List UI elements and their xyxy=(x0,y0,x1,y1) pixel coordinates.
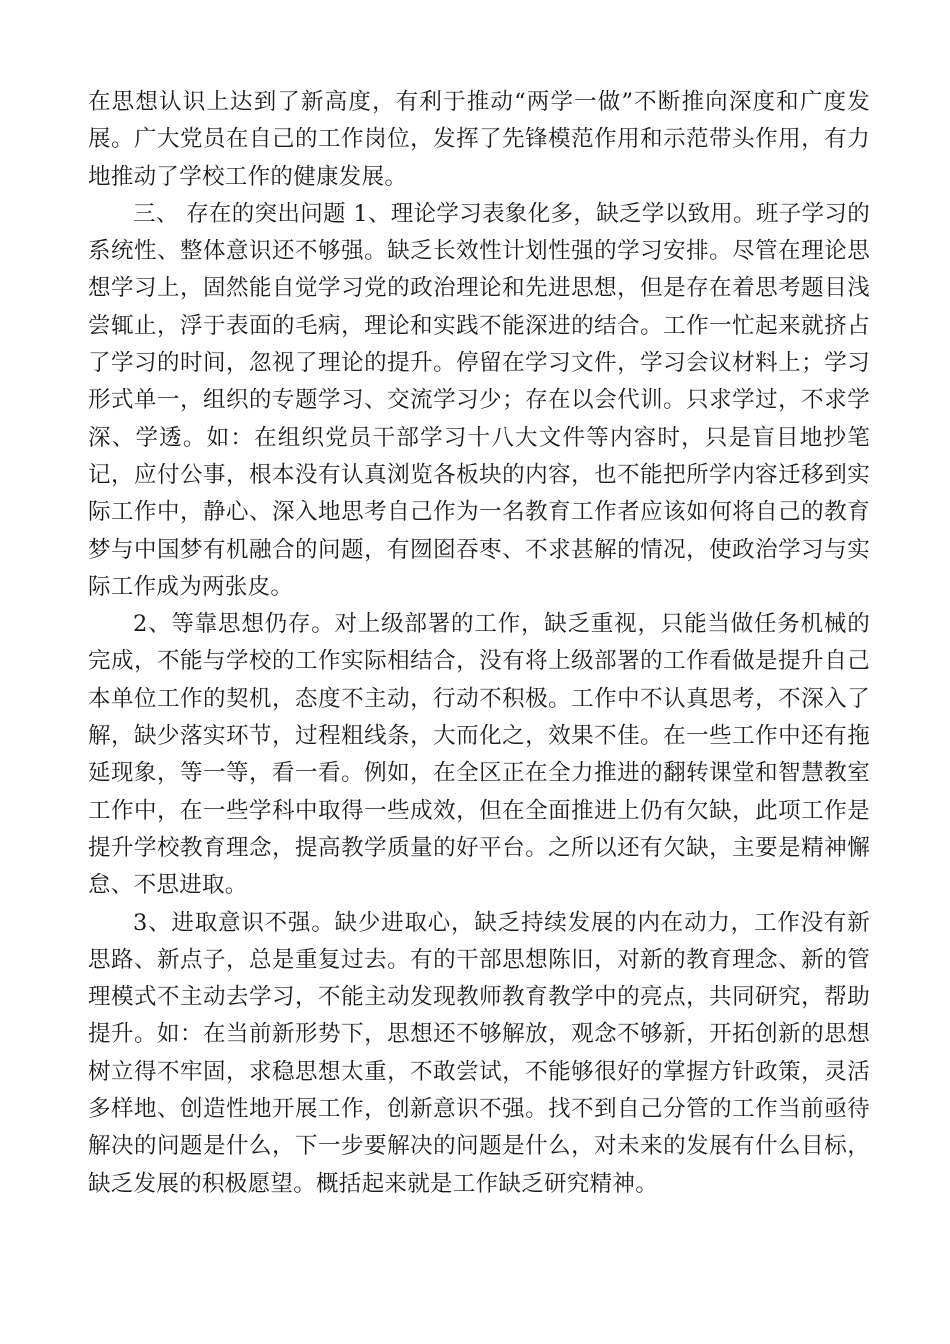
paragraph-continuation: 在思想认识上达到了新高度，有利于推动“两学一做”不断推向深度和广度发展。广大党员在自己的工作岗位，发挥了先锋模范作用和示范带头作用，有力地推动了学校工作的健康发展。 xyxy=(88,89,870,190)
paragraph-problem-three: 3、进取意识不强。缺少进取心，缺乏持续发展的内在动力，工作没有新思路、新点子，总是重复过去。有的干部思想陈旧，对新的教育理念、新的管理模式不主动去学习，不能主动发现教师教育教学中的亮点，共同研究，帮助提升。如：在当前新形势下，思想还不够解放，观念不够新，开拓创新的思想树立得不牢固，求稳思想太重，不敢尝试，不能够很好的掌握方针政策，灵活多样地、创造性地开展工作，创新意识不强。找不到自己分管的工作当前亟待解决的问题是什么，下一步要解决的问题是什么，对未来的发展有什么目标，缺乏发展的积极愿望。概括起来就是工作缺乏研究精神。 xyxy=(88,909,870,1197)
paragraph-problem-two: 2、等靠思想仍存。对上级部署的工作，缺乏重视，只能当做任务机械的完成，不能与学校的工作实际相结合，没有将上级部署的工作看做是提升自己本单位工作的契机，态度不主动，行动不积极。工作中不认真思考，不深入了解，缺少落实环节，过程粗线条，大而化之，效果不佳。在一些工作中还有拖延现象，等一等，看一看。例如，在全区正在全力推进的翻转课堂和智慧教室工作中，在一些学科中取得一些成效，但在全面推进上仍有欠缺，此项工作是提升学校教育理念，提高教学质量的好平台。之所以还有欠缺，主要是精神懈怠、不思进取。 xyxy=(88,611,870,899)
document-body xyxy=(88,84,870,1203)
paragraph-section-three-problems: 三、 存在的突出问题 1、理论学习表象化多，缺乏学以致用。班子学习的系统性、整体意识还不够强。缺乏长效性计划性强的学习安排。尽管在理论思想学习上，固然能自觉学习党的政治理论和先进思想，但是存在着思考题目浅尝辄止，浮于表面的毛病，理论和实践不能深进的结合。工作一忙起来就挤占了学习的时间，忽视了理论的提升。停留在学习文件，学习会议材料上；学习形式单一，组织的专题学习、交流学习少；存在以会代训。只求学过，不求学深、学透。如：在组织党员干部学习十八大文件等内容时，只是盲目地抄笔记，应付公事，根本没有认真浏览各板块的内容，也不能把所学内容迁移到实际工作中，静心、深入地思考自己作为一名教育工作者应该如何将自己的教育梦与中国梦有机融合的问题，有囫囵吞枣、不求甚解的情况，使政治学习与实际工作成为两张皮。 xyxy=(88,200,870,600)
